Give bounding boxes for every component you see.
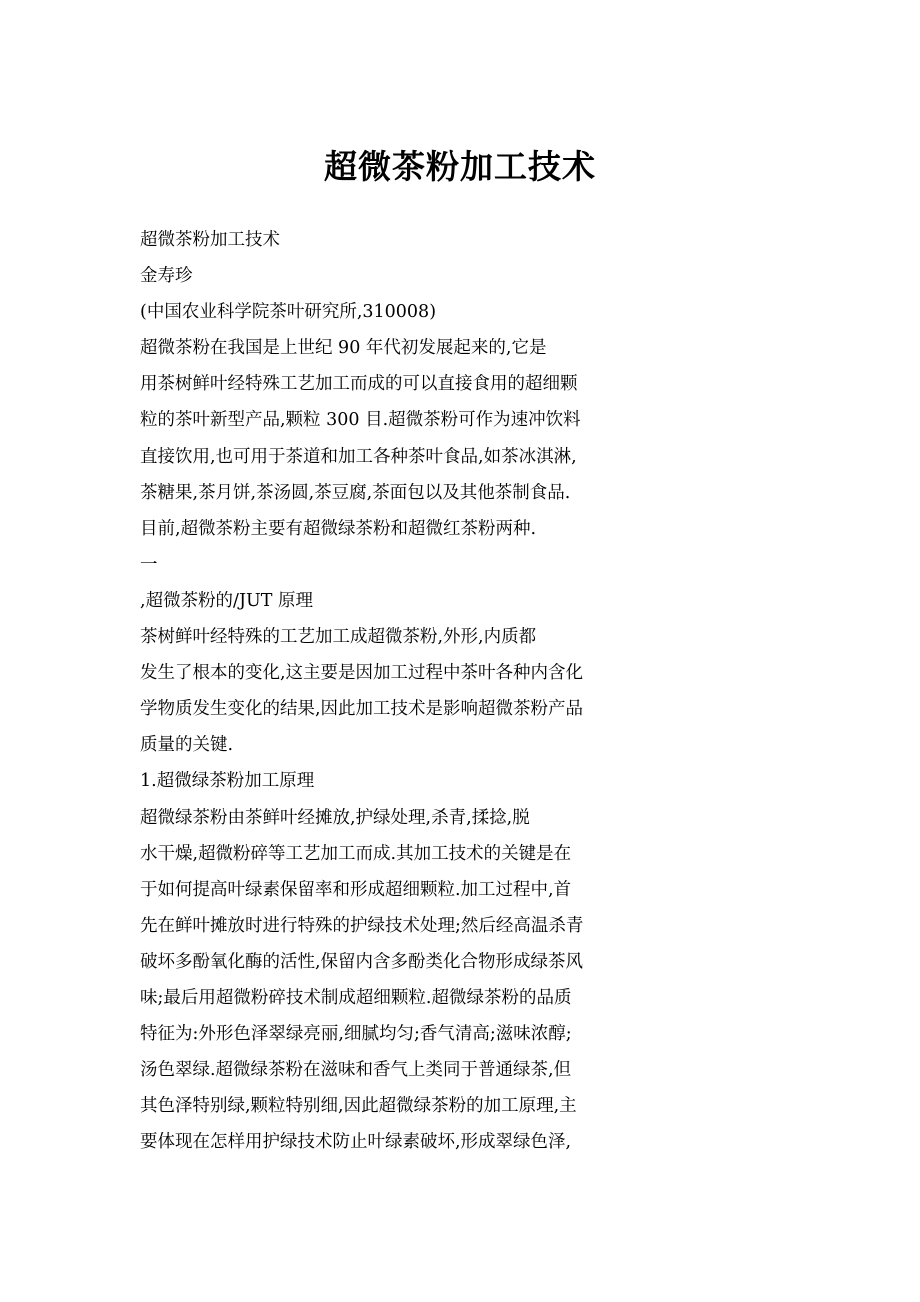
body-line: 直接饮用,也可用于茶道和加工各种茶叶食品,如茶冰淇淋,: [140, 446, 577, 467]
body-line: 质量的关键.: [140, 735, 234, 756]
body-line: 于如何提高叶绿素保留率和形成超细颗粒.加工过程中,首: [140, 879, 572, 900]
body-line: 学物质发生变化的结果,因此加工技术是影响超微茶粉产品: [140, 699, 584, 720]
body-line: 目前,超微茶粉主要有超微绿茶粉和超微红茶粉两种.: [140, 518, 537, 539]
document-title: 超微茶粉加工技术: [324, 147, 596, 186]
document-body: [140, 222, 800, 1160]
body-line: 要体现在怎样用护绿技术防止叶绿素破坏,形成翠绿色泽,: [140, 1132, 572, 1153]
body-line: 超微茶粉在我国是上世纪 90 年代初发展起来的,它是: [140, 338, 547, 359]
body-line: 特征为:外形色泽翠绿亮丽,细腻均匀;香气清高;滋味浓醇;: [140, 1024, 572, 1045]
body-line: 超微绿茶粉由茶鲜叶经摊放,护绿处理,杀青,揉捻,脱: [140, 807, 530, 828]
body-line: 茶糖果,茶月饼,茶汤圆,茶豆腐,茶面包以及其他茶制食品.: [140, 482, 571, 503]
body-line: 发生了根本的变化,这主要是因加工过程中茶叶各种内含化: [140, 663, 584, 684]
body-line: 一: [140, 554, 158, 575]
body-line: 1.超微绿茶粉加工原理: [140, 771, 315, 792]
body-line: 破坏多酚氧化酶的活性,保留内含多酚类化合物形成绿茶风: [140, 951, 584, 972]
body-line: 水干燥,超微粉碎等工艺加工而成.其加工技术的关键是在: [140, 843, 572, 864]
body-line: ,超微茶粉的/JUT 原理: [140, 590, 313, 611]
body-line: 先在鲜叶摊放时进行特殊的护绿技术处理;然后经高温杀青: [140, 915, 584, 936]
body-line: 粒的茶叶新型产品,颗粒 300 目.超微茶粉可作为速冲饮料: [140, 410, 581, 431]
body-line: (中国农业科学院茶叶研究所,310008): [140, 302, 437, 323]
body-line: 金寿珍: [140, 266, 193, 287]
body-line: 超微茶粉加工技术: [140, 230, 280, 250]
body-line: 汤色翠绿.超微绿茶粉在滋味和香气上类同于普通绿茶,但: [140, 1060, 572, 1081]
body-line: 其色泽特别绿,颗粒特别细,因此超微绿茶粉的加工原理,主: [140, 1096, 577, 1117]
body-line: 茶树鲜叶经特殊的工艺加工成超微茶粉,外形,内质都: [140, 627, 537, 648]
body-line: 用茶树鲜叶经特殊工艺加工而成的可以直接食用的超细颗: [140, 374, 578, 395]
body-line: 味;最后用超微粉碎技术制成超细颗粒.超微绿茶粉的品质: [140, 987, 572, 1008]
